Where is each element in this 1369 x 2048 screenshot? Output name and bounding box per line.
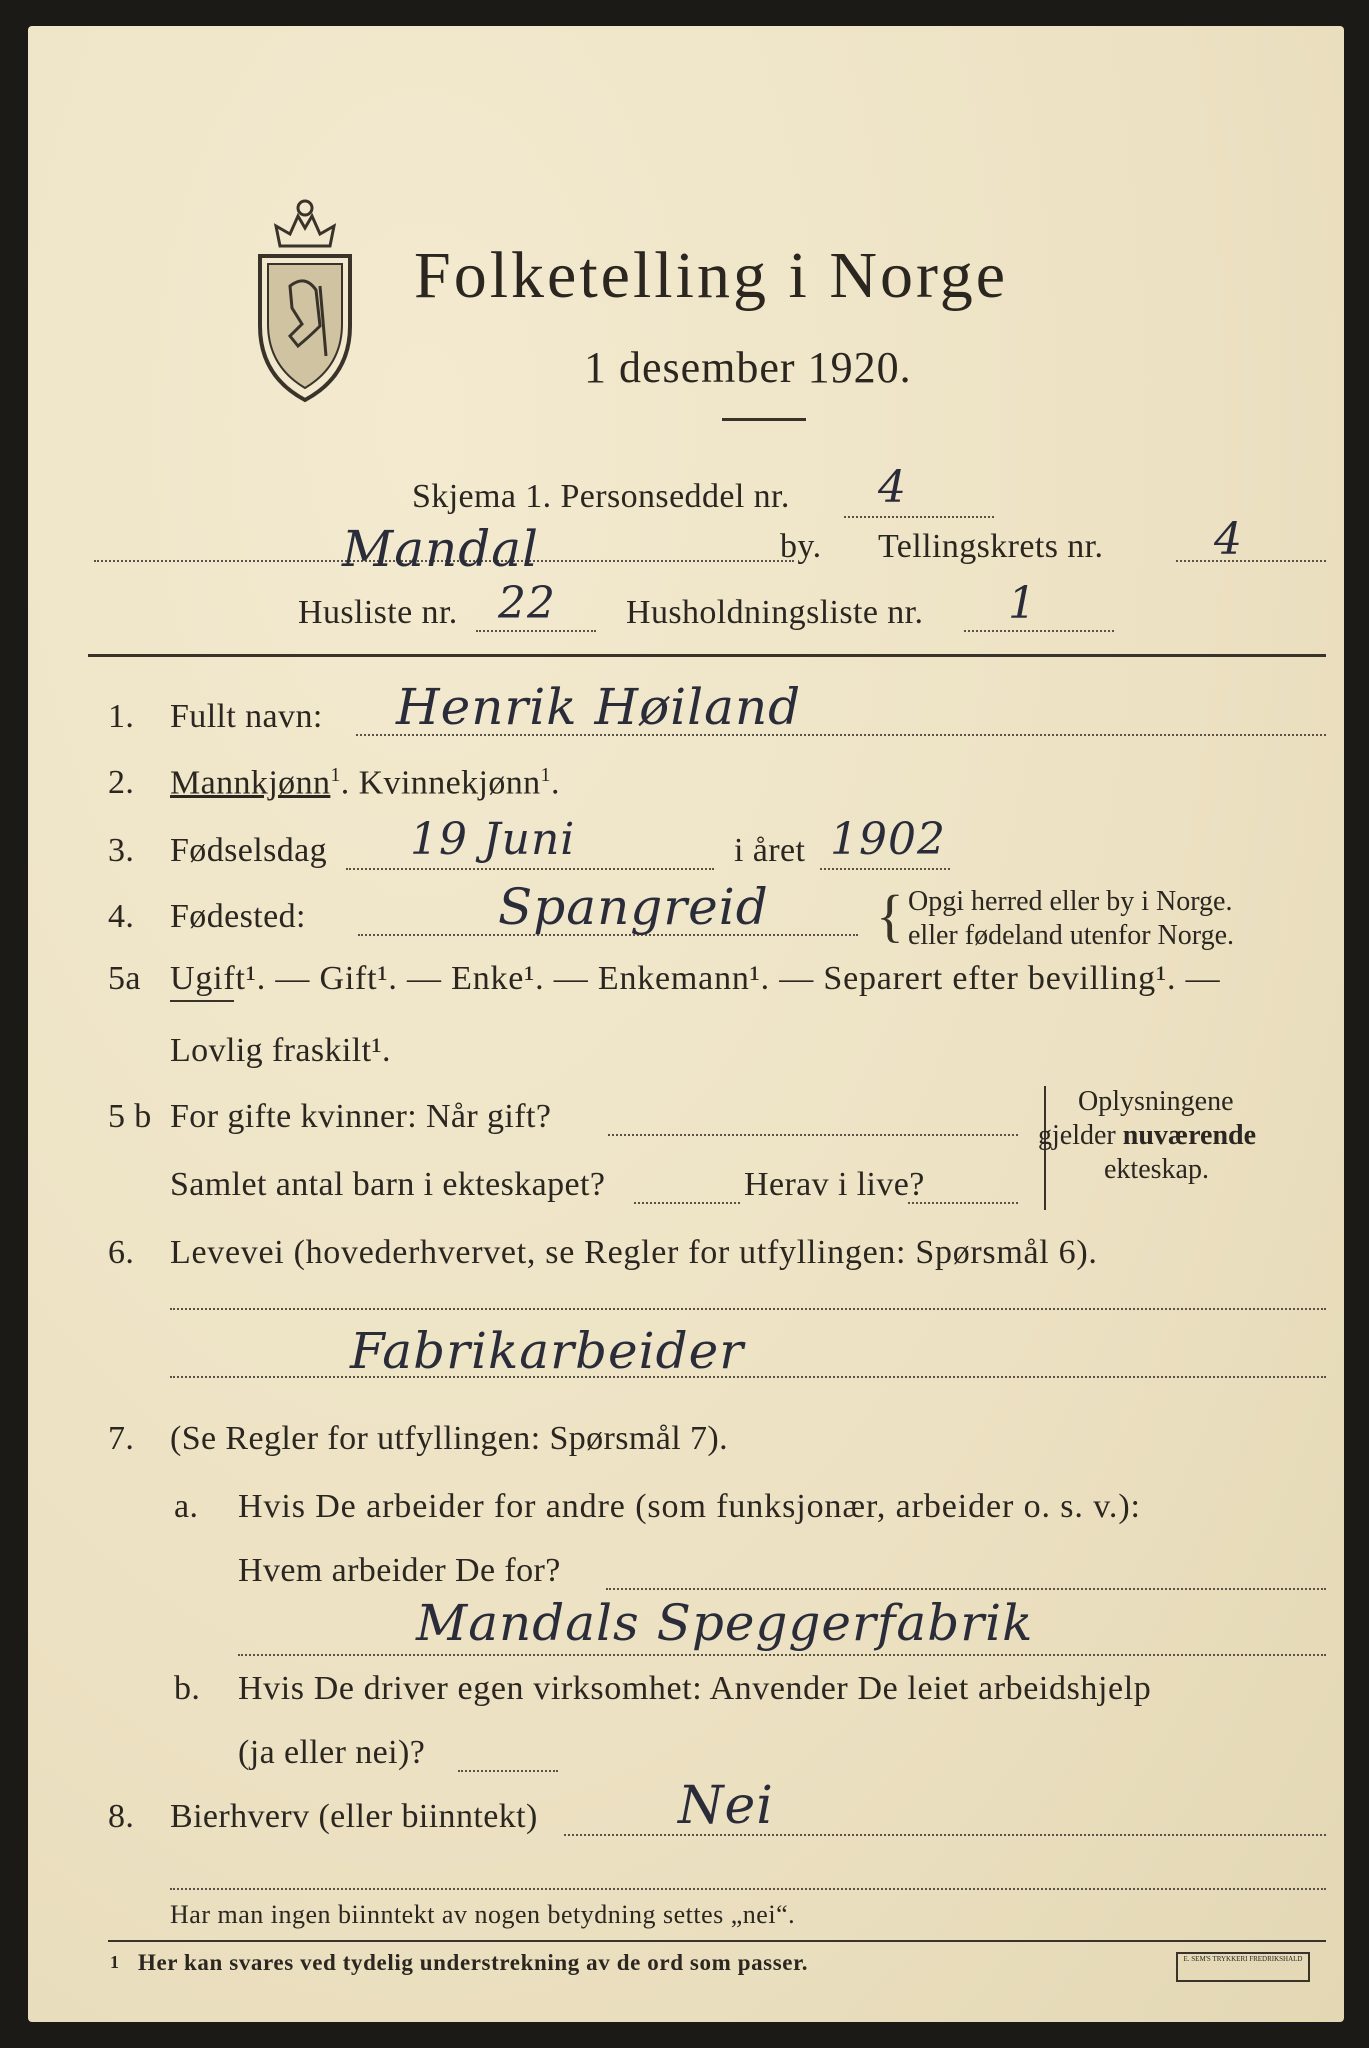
q1-value: Henrik Høiland <box>396 678 802 736</box>
husliste-value: 22 <box>498 578 556 629</box>
footnote-mark: 1 <box>110 1952 119 1972</box>
q5a-underline <box>170 1000 234 1002</box>
q7a-line-1: Hvis De arbeider for andre (som funksjonær, arbeider o. s. v.): <box>238 1488 1141 1525</box>
krets-label: Tellingskrets nr. <box>878 528 1104 565</box>
q6-dotline-1 <box>170 1308 1326 1310</box>
q3-number: 3. <box>108 832 135 869</box>
q5a-options: Ugift¹. — Gift¹. — Enke¹. — Enkemann¹. — Separert efter bevilling¹. — <box>170 960 1221 997</box>
q2-options: Mannkjønn$^1$. Kvinnekjønn$^1$. <box>170 764 560 802</box>
q4-value: Spangreid <box>498 878 769 936</box>
footer-rule <box>108 1940 1326 1942</box>
footer-note: Har man ingen biinntekt av nogen betydning settes „nei“. <box>170 1900 796 1929</box>
q7b-dotline <box>458 1770 558 1772</box>
q1-number: 1. <box>108 698 135 735</box>
q7b-line-2: (ja eller nei)? <box>238 1734 426 1771</box>
by-label: by. <box>780 528 822 565</box>
coat-of-arms-icon <box>250 186 360 406</box>
q8-dotline-2 <box>170 1888 1326 1890</box>
q8-number: 8. <box>108 1798 135 1835</box>
hushold-dotline <box>964 630 1114 632</box>
q3-day-value: 19 Juni <box>410 814 576 865</box>
q3-year-dotline <box>820 868 950 870</box>
town-value: Mandal <box>342 520 540 578</box>
q7a-value: Mandals Speggerfabrik <box>416 1594 1034 1652</box>
q5b-line-2b: Herav i live? <box>744 1166 925 1203</box>
q4-note-1: Opgi herred eller by i Norge. <box>908 886 1233 917</box>
q2-female: Kvinnekjønn <box>358 764 541 802</box>
q5b-note-2: gjelder nuværende <box>1038 1120 1257 1151</box>
q5b-dotline-2 <box>634 1202 740 1204</box>
q8-value: Nei <box>678 1776 774 1836</box>
q2-male: Mannkjønn <box>170 764 331 802</box>
census-date: 1 desember 1920. <box>584 343 912 392</box>
q5b-dotline-1 <box>608 1134 1018 1136</box>
q6-label: Levevei (hovederhvervet, se Regler for utfyllingen: Spørsmål 6). <box>170 1234 1098 1271</box>
q3-label: Fødselsdag <box>170 832 327 869</box>
q5b-line-1: For gifte kvinner: Når gift? <box>170 1098 552 1135</box>
q6-number: 6. <box>108 1234 135 1271</box>
q7b-line-1: Hvis De driver egen virksomhet: Anvender De leiet arbeidshjelp <box>238 1670 1152 1707</box>
q5b-number: 5 b <box>108 1098 152 1135</box>
footnote: Her kan svares ved tydelig understrekning av de ord som passer. <box>138 1950 809 1975</box>
schema-dotline <box>844 516 994 518</box>
q1-label: Fullt navn: <box>170 698 323 735</box>
q4-label: Fødested: <box>170 898 306 935</box>
krets-dotline <box>1176 560 1326 562</box>
title-divider <box>722 418 806 421</box>
husliste-label: Husliste nr. <box>298 594 458 631</box>
q5b-line-2a: Samlet antal barn i ekteskapet? <box>170 1166 606 1203</box>
hushold-label: Husholdningsliste nr. <box>626 594 924 631</box>
schema-value: 4 <box>878 462 907 513</box>
q7a-letter: a. <box>174 1488 199 1525</box>
q4-brace: { <box>876 883 904 948</box>
q7-number: 7. <box>108 1420 135 1457</box>
q2-number: 2. <box>108 764 135 801</box>
q3-year-label: i året <box>734 832 806 869</box>
q7a-dotline-2 <box>238 1654 1326 1656</box>
krets-value: 4 <box>1214 514 1243 565</box>
q5b-note-3: ekteskap. <box>1104 1154 1209 1185</box>
q8-label: Bierhverv (eller biinntekt) <box>170 1798 538 1835</box>
printer-stamp: E. SEM'S TRYKKERI FREDRIKSHALD <box>1176 1952 1310 1982</box>
q7a-dotline-1 <box>606 1588 1326 1590</box>
census-form-sheet <box>28 26 1344 2022</box>
q6-dotline-2 <box>170 1376 1326 1378</box>
q5a-options-2: Lovlig fraskilt¹. <box>170 1032 391 1069</box>
schema-label: Skjema 1. Personseddel nr. <box>412 478 790 515</box>
q4-number: 4. <box>108 898 135 935</box>
husliste-dotline <box>476 630 596 632</box>
hushold-value: 1 <box>1008 578 1037 629</box>
q7a-line-2: Hvem arbeider De for? <box>238 1552 561 1589</box>
q5a-number: 5a <box>108 960 141 997</box>
q5b-dotline-3 <box>908 1202 1018 1204</box>
q7-label: (Se Regler for utfyllingen: Spørsmål 7). <box>170 1420 729 1457</box>
q7b-letter: b. <box>174 1670 201 1707</box>
q5b-note-1: Oplysningene <box>1078 1086 1234 1117</box>
page-title: Folketelling i Norge <box>414 239 1009 312</box>
q6-value: Fabrikarbeider <box>350 1322 745 1380</box>
q4-note-2: eller fødeland utenfor Norge. <box>908 920 1235 951</box>
q3-year-value: 1902 <box>830 814 946 865</box>
header-rule <box>88 654 1326 657</box>
q3-day-dotline <box>346 868 714 870</box>
